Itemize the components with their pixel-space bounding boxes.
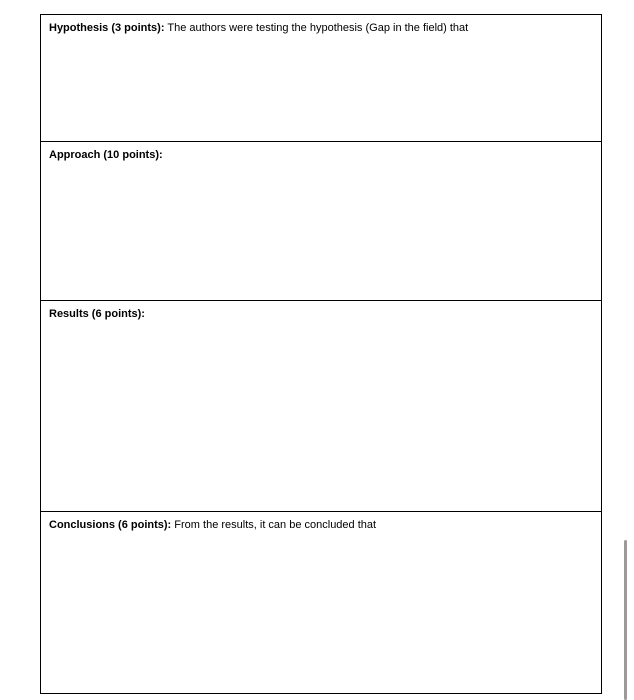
- conclusions-section[interactable]: [40, 512, 602, 694]
- vertical-scrollbar[interactable]: [624, 540, 627, 700]
- approach-section[interactable]: [40, 142, 602, 301]
- results-label: Results (6 points):: [49, 308, 145, 320]
- worksheet-form: [40, 14, 602, 694]
- hypothesis-label: Hypothesis (3 points):: [49, 22, 165, 34]
- approach-label: Approach (10 points):: [49, 149, 163, 161]
- conclusions-prompt: From the results, it can be concluded that: [174, 519, 377, 531]
- conclusions-label: Conclusions (6 points):: [49, 519, 172, 531]
- hypothesis-section[interactable]: [40, 14, 602, 142]
- hypothesis-prompt: The authors were testing the hypothesis (Gap in the field) that: [167, 22, 469, 34]
- results-section[interactable]: [40, 301, 602, 512]
